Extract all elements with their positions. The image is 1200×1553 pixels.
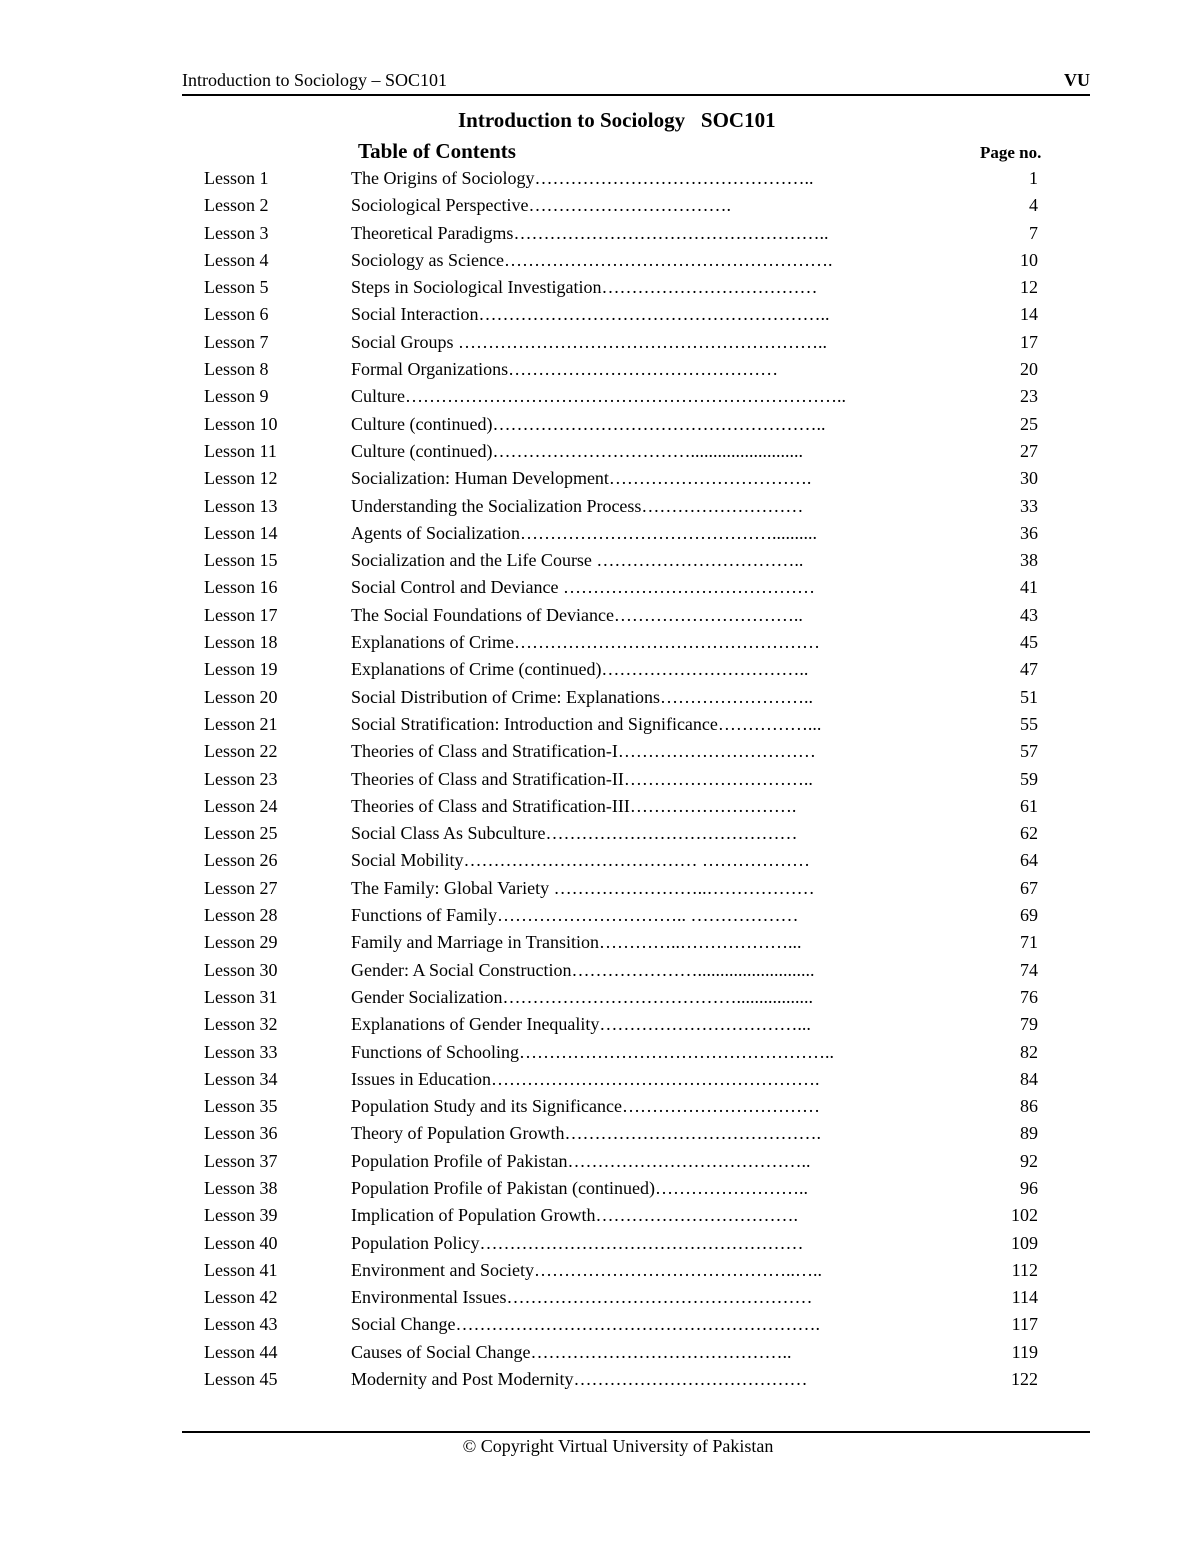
toc-lesson-number: Lesson 22: [204, 741, 278, 762]
toc-page-number: 102: [1011, 1205, 1038, 1226]
header-institution: VU: [1064, 70, 1090, 90]
toc-lesson-title: Sociology as Science……………………………………………….: [351, 249, 833, 270]
toc-lesson-number: Lesson 28: [204, 905, 278, 926]
footer-divider: [182, 1431, 1090, 1433]
toc-lesson-title: Agents of Socialization……………………………………..........: [351, 522, 817, 543]
toc-page-number: 96: [1020, 1177, 1038, 1198]
toc-page-number: 45: [1020, 632, 1038, 653]
toc-row: [0, 357, 1200, 384]
toc-row: [0, 958, 1200, 985]
toc-lesson-number: Lesson 4: [204, 249, 269, 270]
toc-page-number: 86: [1020, 1096, 1038, 1117]
toc-page-number: 109: [1011, 1232, 1038, 1253]
toc-row: [0, 466, 1200, 493]
toc-lesson-title: Social Control and Deviance ……………………………………: [351, 577, 815, 598]
toc-lesson-number: Lesson 45: [204, 1369, 278, 1390]
toc-lesson-title: Social Groups ……………………………………………………..: [351, 331, 827, 352]
toc-row: [0, 603, 1200, 630]
toc-row: [0, 657, 1200, 684]
toc-lesson-number: Lesson 10: [204, 413, 278, 434]
toc-lesson-title: Functions of Schooling……………………………………………..: [351, 1041, 835, 1062]
toc-lesson-number: Lesson 20: [204, 686, 278, 707]
toc-page-number: 12: [1020, 277, 1038, 298]
toc-row: [0, 330, 1200, 357]
toc-row: [0, 848, 1200, 875]
toc-page-number: 30: [1020, 468, 1038, 489]
toc-row: [0, 903, 1200, 930]
toc-row: [0, 1231, 1200, 1258]
toc-row: [0, 1067, 1200, 1094]
toc-page-number: 92: [1020, 1150, 1038, 1171]
toc-lesson-number: Lesson 13: [204, 495, 278, 516]
toc-lesson-title: Understanding the Socialization Process………………………: [351, 495, 804, 516]
toc-lesson-title: Social Class As Subculture……………………………………: [351, 823, 798, 844]
toc-lesson-title: Sociological Perspective…………………………….: [351, 195, 731, 216]
toc-lesson-title: Social Change…………………………………………………….: [351, 1314, 820, 1335]
toc-row: [0, 275, 1200, 302]
toc-lesson-number: Lesson 42: [204, 1287, 278, 1308]
toc-lesson-title: Gender Socialization………………………………….................: [351, 986, 813, 1007]
toc-lesson-title: Population Profile of Pakistan…………………………………..: [351, 1150, 811, 1171]
toc-lesson-number: Lesson 19: [204, 659, 278, 680]
toc-page-number: 57: [1020, 741, 1038, 762]
toc-lesson-title: Population Policy………………………………………………: [351, 1232, 804, 1253]
toc-page-number: 79: [1020, 1014, 1038, 1035]
toc-lesson-number: Lesson 30: [204, 959, 278, 980]
toc-page-number: 23: [1020, 386, 1038, 407]
toc-row: [0, 1367, 1200, 1394]
toc-lesson-title: Environment and Society……………………………………..…..: [351, 1259, 822, 1280]
toc-lesson-number: Lesson 9: [204, 386, 269, 407]
toc-row: [0, 548, 1200, 575]
toc-lesson-title: Social Distribution of Crime: Explanations……………………..: [351, 686, 813, 707]
toc-lesson-number: Lesson 11: [204, 440, 277, 461]
toc-row: [0, 193, 1200, 220]
toc-lesson-title: Theoretical Paradigms……………………………………………..: [351, 222, 829, 243]
toc-page-number: 47: [1020, 659, 1038, 680]
toc-page-number: 1: [1029, 168, 1038, 188]
toc-lesson-number: Lesson 5: [204, 277, 269, 298]
toc-lesson-number: Lesson 34: [204, 1068, 278, 1089]
toc-lesson-title: Environmental Issues……………………………………………: [351, 1287, 813, 1308]
toc-lesson-number: Lesson 17: [204, 604, 278, 625]
toc-page-number: 10: [1020, 249, 1038, 270]
toc-row: [0, 494, 1200, 521]
toc-row: [0, 1012, 1200, 1039]
toc-page-number: 7: [1029, 222, 1038, 243]
toc-lesson-title: Formal Organizations………………………………………: [351, 359, 779, 380]
toc-page-number: 17: [1020, 331, 1038, 352]
toc-heading: Table of Contents: [358, 139, 516, 163]
toc-row: [0, 1203, 1200, 1230]
toc-lesson-title: Issues in Education……………………………………………….: [351, 1068, 820, 1089]
toc-row: [0, 1040, 1200, 1067]
toc-lesson-number: Lesson 16: [204, 577, 278, 598]
toc-lesson-title: Theories of Class and Stratification-III……………………….: [351, 795, 797, 816]
toc-lesson-title: Modernity and Post Modernity…………………………………: [351, 1369, 808, 1390]
toc-page-number: 27: [1020, 440, 1038, 461]
toc-lesson-title: Family and Marriage in Transition…………..………………...: [351, 932, 802, 953]
toc-lesson-number: Lesson 44: [204, 1341, 278, 1362]
toc-page-number: 122: [1011, 1369, 1038, 1390]
toc-row: [0, 767, 1200, 794]
toc-page-number: 25: [1020, 413, 1038, 434]
toc-row: [0, 248, 1200, 275]
toc-lesson-number: Lesson 37: [204, 1150, 278, 1171]
toc-page-number: 76: [1020, 986, 1038, 1007]
toc-lesson-title: Causes of Social Change……………………………………..: [351, 1341, 792, 1362]
toc-lesson-number: Lesson 3: [204, 222, 269, 243]
toc-lesson-title: The Origins of Sociology………………………………………..: [351, 168, 814, 188]
toc-lesson-number: Lesson 15: [204, 550, 278, 571]
toc-lesson-number: Lesson 8: [204, 359, 269, 380]
toc-lesson-title: Population Study and its Significance……………………………: [351, 1096, 820, 1117]
toc-page-number: 20: [1020, 359, 1038, 380]
toc-lesson-title: Theories of Class and Stratification-II…………………………..: [351, 768, 813, 789]
toc-lesson-number: Lesson 29: [204, 932, 278, 953]
toc-row: [0, 302, 1200, 329]
toc-page-number: 84: [1020, 1068, 1038, 1089]
footer-copyright: © Copyright Virtual University of Pakistan: [462, 1436, 774, 1456]
toc-lesson-number: Lesson 33: [204, 1041, 278, 1062]
toc-row: [0, 712, 1200, 739]
toc-lesson-title: Social Mobility………………………………… ………………: [351, 850, 810, 871]
toc-lesson-title: Explanations of Crime……………………………………………: [351, 632, 820, 653]
toc-row: [0, 439, 1200, 466]
toc-page-number: 62: [1020, 823, 1038, 844]
toc-lesson-title: The Social Foundations of Deviance…………………………..: [351, 604, 803, 625]
page-number-column-heading: Page no.: [980, 143, 1042, 162]
toc-lesson-number: Lesson 7: [204, 331, 269, 352]
toc-page-number: 64: [1020, 850, 1038, 871]
toc-page-number: 112: [1011, 1259, 1038, 1280]
toc-page-number: 82: [1020, 1041, 1038, 1062]
toc-page-number: 4: [1029, 195, 1038, 216]
toc-row: [0, 930, 1200, 957]
toc-row: [0, 1258, 1200, 1285]
toc-lesson-number: Lesson 1: [204, 168, 269, 188]
toc-lesson-number: Lesson 25: [204, 823, 278, 844]
toc-lesson-number: Lesson 23: [204, 768, 278, 789]
toc-lesson-number: Lesson 39: [204, 1205, 278, 1226]
toc-page-number: 36: [1020, 522, 1038, 543]
toc-lesson-title: Social Interaction…………………………………………………..: [351, 304, 830, 325]
toc-row: [0, 1285, 1200, 1312]
toc-page-number: 61: [1020, 795, 1038, 816]
toc-page-number: 55: [1020, 713, 1038, 734]
toc-page-number: 33: [1020, 495, 1038, 516]
toc-page-number: 59: [1020, 768, 1038, 789]
toc-lesson-number: Lesson 2: [204, 195, 269, 216]
toc-lesson-number: Lesson 18: [204, 632, 278, 653]
toc-row: [0, 1176, 1200, 1203]
toc-page-number: 43: [1020, 604, 1038, 625]
toc-lesson-number: Lesson 24: [204, 795, 278, 816]
toc-page-number: 74: [1020, 959, 1038, 980]
toc-page-number: 14: [1020, 304, 1038, 325]
toc-lesson-number: Lesson 26: [204, 850, 278, 871]
toc-lesson-number: Lesson 43: [204, 1314, 278, 1335]
toc-page-number: 69: [1020, 905, 1038, 926]
toc-lesson-title: Steps in Sociological Investigation………………………………: [351, 277, 818, 298]
toc-row: [0, 1149, 1200, 1176]
toc-row: [0, 821, 1200, 848]
toc-lesson-title: Explanations of Gender Inequality……………………………...: [351, 1014, 811, 1035]
toc-lesson-number: Lesson 36: [204, 1123, 278, 1144]
toc-lesson-number: Lesson 41: [204, 1259, 278, 1280]
toc-page-number: 71: [1020, 932, 1038, 953]
toc-lesson-number: Lesson 32: [204, 1014, 278, 1035]
toc-lesson-title: Theories of Class and Stratification-I……………………………: [351, 741, 816, 762]
toc-lesson-title: The Family: Global Variety ……………………..………………: [351, 877, 815, 898]
toc-lesson-title: Theory of Population Growth…………………………………….: [351, 1123, 821, 1144]
toc-row: [0, 685, 1200, 712]
toc-lesson-number: Lesson 27: [204, 877, 278, 898]
toc-page-number: 89: [1020, 1123, 1038, 1144]
toc-lesson-number: Lesson 6: [204, 304, 269, 325]
page-header: [182, 70, 1090, 94]
toc-lesson-number: Lesson 12: [204, 468, 278, 489]
toc-row: [0, 1121, 1200, 1148]
toc-page-number: 114: [1011, 1287, 1038, 1308]
toc-row: [0, 412, 1200, 439]
toc-lesson-number: Lesson 35: [204, 1096, 278, 1117]
toc-page-number: 51: [1020, 686, 1038, 707]
toc-lesson-title: Socialization and the Life Course ……………………………..: [351, 550, 804, 571]
toc-row: [0, 1094, 1200, 1121]
toc-row: [0, 739, 1200, 766]
toc-row: [0, 985, 1200, 1012]
toc-row: [0, 221, 1200, 248]
toc-row: [0, 1340, 1200, 1367]
table-of-contents-list: [0, 166, 1200, 1394]
toc-lesson-title: Social Stratification: Introduction and Significance……………...: [351, 713, 822, 734]
header-divider: [182, 94, 1090, 96]
toc-row: [0, 575, 1200, 602]
toc-lesson-number: Lesson 14: [204, 522, 278, 543]
toc-lesson-title: Functions of Family………………………….. ………………: [351, 905, 799, 926]
toc-page-number: 41: [1020, 577, 1038, 598]
toc-lesson-title: Gender: A Social Construction…………………..........................: [351, 959, 815, 980]
toc-lesson-title: Culture………………………………………………………………..: [351, 386, 846, 407]
toc-lesson-number: Lesson 31: [204, 986, 278, 1007]
toc-page-number: 38: [1020, 550, 1038, 571]
toc-row: [0, 384, 1200, 411]
toc-row: [0, 1312, 1200, 1339]
toc-page-number: 67: [1020, 877, 1038, 898]
toc-lesson-title: Socialization: Human Development…………………………….: [351, 468, 812, 489]
toc-row: [0, 521, 1200, 548]
toc-row: [0, 166, 1200, 193]
toc-page-number: 119: [1011, 1341, 1038, 1362]
toc-lesson-title: Population Profile of Pakistan (continued)……………………..: [351, 1177, 808, 1198]
toc-lesson-title: Implication of Population Growth…………………………….: [351, 1205, 798, 1226]
toc-lesson-title: Explanations of Crime (continued)……………………………..: [351, 659, 809, 680]
header-course-title: Introduction to Sociology – SOC101: [182, 70, 447, 90]
toc-lesson-title: Culture (continued)………………………………………………..: [351, 413, 826, 434]
toc-lesson-number: Lesson 21: [204, 713, 278, 734]
document-title: Introduction to Sociology SOC101: [458, 108, 776, 132]
toc-row: [0, 630, 1200, 657]
toc-lesson-number: Lesson 38: [204, 1177, 278, 1198]
toc-lesson-number: Lesson 40: [204, 1232, 278, 1253]
toc-row: [0, 876, 1200, 903]
toc-row: [0, 794, 1200, 821]
toc-page-number: 117: [1011, 1314, 1038, 1335]
toc-lesson-title: Culture (continued)…………………………….........................: [351, 440, 803, 461]
